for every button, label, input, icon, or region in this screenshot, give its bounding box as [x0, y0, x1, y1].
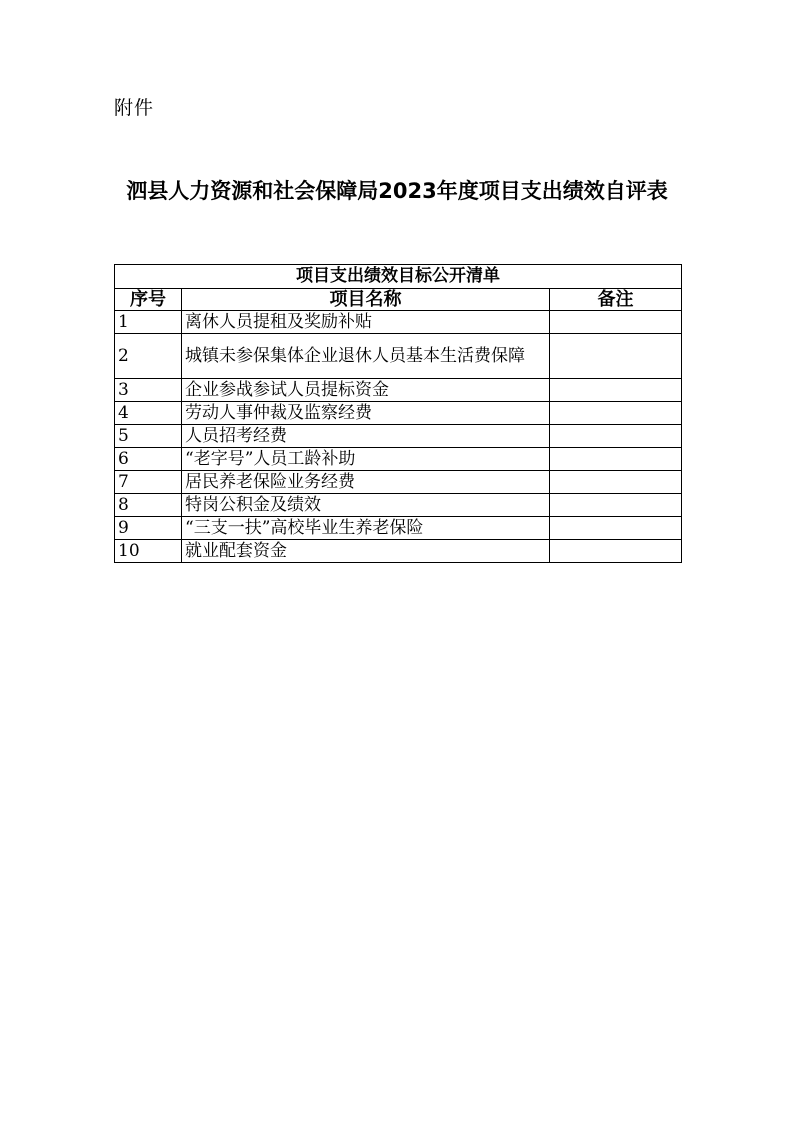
table-row — [115, 379, 682, 402]
cell-no: 10 — [115, 540, 182, 563]
table-row — [115, 494, 682, 517]
document-title: 泗县人力资源和社会保障局2023年度项目支出绩效自评表 — [126, 179, 668, 203]
table-row — [115, 517, 682, 540]
cell-no: 8 — [115, 494, 182, 517]
cell-note — [550, 379, 682, 402]
cell-note — [550, 471, 682, 494]
cell-name: 特岗公积金及绩效 — [182, 494, 550, 517]
project-list-table — [114, 264, 682, 563]
cell-note — [550, 540, 682, 563]
cell-name: 城镇未参保集体企业退休人员基本生活费保障 — [182, 334, 550, 379]
cell-name: 劳动人事仲裁及监察经费 — [182, 402, 550, 425]
cell-no: 4 — [115, 402, 182, 425]
cell-name: 离休人员提租及奖励补贴 — [182, 311, 550, 334]
attachment-label: 附件 — [114, 97, 155, 119]
cell-no: 2 — [115, 334, 182, 379]
cell-note — [550, 402, 682, 425]
cell-no: 6 — [115, 448, 182, 471]
cell-no: 5 — [115, 425, 182, 448]
table-row — [115, 471, 682, 494]
cell-no: 7 — [115, 471, 182, 494]
cell-name: 就业配套资金 — [182, 540, 550, 563]
table-row — [115, 448, 682, 471]
table-row — [115, 311, 682, 334]
cell-name: 人员招考经费 — [182, 425, 550, 448]
cell-note — [550, 494, 682, 517]
header-name: 项目名称 — [182, 289, 550, 311]
table-row — [115, 334, 682, 379]
header-note: 备注 — [550, 289, 682, 311]
cell-name: “三支一扶”高校毕业生养老保险 — [182, 517, 550, 540]
table-header-row — [115, 289, 682, 311]
cell-name: 企业参战参试人员提标资金 — [182, 379, 550, 402]
table-row — [115, 540, 682, 563]
table-row — [115, 402, 682, 425]
table-caption-row — [115, 265, 682, 289]
cell-no: 1 — [115, 311, 182, 334]
cell-note — [550, 448, 682, 471]
cell-no: 9 — [115, 517, 182, 540]
cell-name: 居民养老保险业务经费 — [182, 471, 550, 494]
cell-note — [550, 425, 682, 448]
cell-note — [550, 517, 682, 540]
cell-note — [550, 311, 682, 334]
cell-note — [550, 334, 682, 379]
table-caption: 项目支出绩效目标公开清单 — [115, 265, 682, 289]
table-row — [115, 425, 682, 448]
cell-name: “老字号”人员工龄补助 — [182, 448, 550, 471]
cell-no: 3 — [115, 379, 182, 402]
header-no: 序号 — [115, 289, 182, 311]
